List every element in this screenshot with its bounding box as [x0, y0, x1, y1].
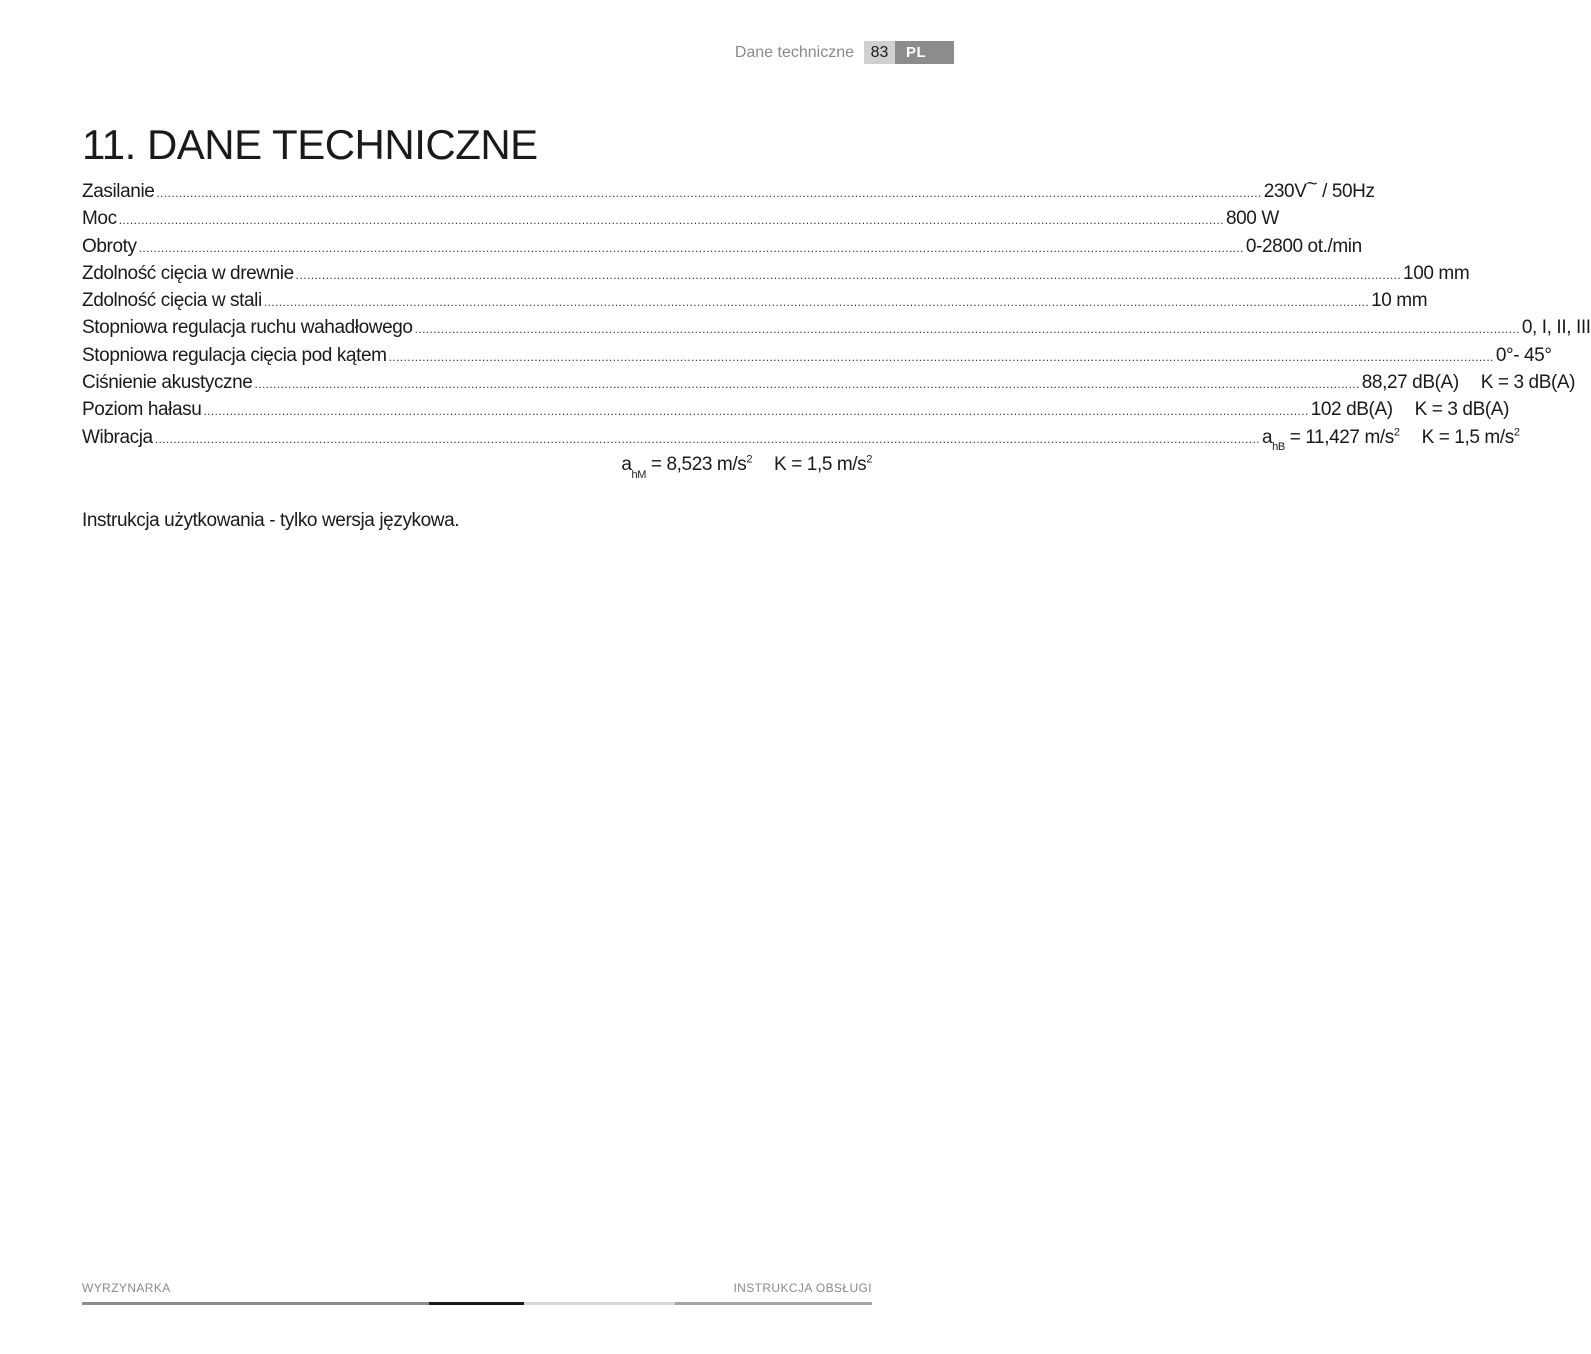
vibration-symbol: a: [1261, 426, 1273, 448]
footer-product-name: WYRZYNARKA: [82, 1281, 171, 1295]
leader-dots: ........................................................................................................................................................................................................................................................................................................: [254, 377, 1360, 392]
spec-row-steel-capacity: [82, 287, 1428, 314]
leader-dots: ........................................................................................................................................................................................................................................................................................................: [138, 240, 1244, 255]
leader-dots: ........................................................................................................................................................................................................................................................................................................: [154, 431, 1260, 446]
spec-row-speed: [82, 233, 1362, 260]
spec-value: 0-2800 ot./min: [1245, 235, 1362, 257]
spec-label: Poziom hałasu: [82, 399, 202, 421]
leader-dots: ........................................................................................................................................................................................................................................................................................................: [295, 267, 1402, 282]
spec-value: [621, 451, 753, 481]
spec-value: 0°- 45°: [1495, 344, 1552, 366]
spec-row-vibration-continued: [82, 451, 872, 481]
unit-superscript: 2: [866, 453, 872, 466]
spec-row-sound-pressure: [82, 369, 1576, 396]
unit-superscript: 2: [746, 453, 753, 466]
ac-tilde: ~: [1306, 174, 1318, 195]
unit-superscript: 2: [1513, 426, 1520, 439]
footer-rule-segment: [82, 1302, 429, 1305]
spec-label: Obroty: [82, 235, 137, 257]
uncertainty-value: [1422, 424, 1520, 451]
spec-label: Moc: [82, 208, 117, 230]
spec-value: 88,27 dB(A): [1361, 372, 1459, 394]
spec-value: [1263, 174, 1375, 205]
page-number: 83: [864, 41, 895, 64]
voltage-value: 230V: [1263, 181, 1307, 202]
spec-label: Ciśnienie akustyczne: [82, 372, 253, 394]
spec-value: 100 mm: [1403, 262, 1470, 284]
spec-row-bevel: [82, 342, 1552, 369]
language-badge: PL: [895, 41, 954, 64]
leader-dots: ........................................................................................................................................................................................................................................................................................................: [414, 322, 1520, 337]
uncertainty-text: K = 1,5 m/s: [1421, 426, 1514, 448]
leader-dots: ........................................................................................................................................................................................................................................................................................................: [118, 213, 1224, 228]
uncertainty-text: K = 1,5 m/s: [774, 453, 867, 475]
spec-row-noise-level: [82, 396, 1509, 423]
vibration-subscript: hB: [1272, 441, 1285, 454]
spec-label: Stopniowa regulacja ruchu wahadłowego: [82, 317, 413, 339]
footer-rule: [82, 1302, 872, 1305]
spec-table: [82, 174, 1591, 481]
spec-value: 800 W: [1225, 208, 1279, 230]
uncertainty-value: K = 3 dB(A): [1480, 372, 1576, 394]
spec-row-pendulum: [82, 314, 1591, 341]
frequency-value: / 50Hz: [1317, 181, 1375, 202]
spec-row-vibration: [82, 424, 1520, 454]
footer-rule-segment: [429, 1302, 524, 1305]
spec-row-power-supply: [82, 174, 1375, 205]
spec-label: Zasilanie: [82, 181, 155, 202]
header-section-title: Dane techniczne: [734, 44, 854, 61]
vibration-value: = 11,427 m/s: [1284, 426, 1394, 448]
spec-row-wood-capacity: [82, 260, 1470, 287]
uncertainty-value: [774, 451, 872, 478]
spec-label: Zdolność cięcia w drewnie: [82, 262, 294, 284]
leader-dots: ........................................................................................................................................................................................................................................................................................................: [156, 186, 1262, 200]
footer-document-name: INSTRUKCJA OBSŁUGI: [733, 1281, 872, 1295]
uncertainty-value: K = 3 dB(A): [1414, 399, 1509, 421]
leader-dots: ........................................................................................................................................................................................................................................................................................................: [203, 404, 1309, 419]
leader-dots: ........................................................................................................................................................................................................................................................................................................: [263, 295, 1370, 310]
spec-label: Zdolność cięcia w stali: [82, 290, 262, 312]
vibration-subscript: hM: [631, 468, 647, 481]
page-title: 11. DANE TECHNICZNE: [82, 121, 538, 168]
spec-value: 0, I, II, III: [1521, 317, 1591, 339]
leader-dots: ........................................................................................................................................................................................................................................................................................................: [388, 349, 1494, 364]
vibration-value: = 8,523 m/s: [646, 453, 747, 475]
footer-rule-segment: [675, 1302, 872, 1305]
spec-label: Stopniowa regulacja cięcia pod kątem: [82, 344, 387, 366]
vibration-symbol: a: [621, 453, 632, 475]
spec-value: 10 mm: [1371, 290, 1428, 312]
spec-label: Wibracja: [82, 426, 153, 448]
spec-value: 102 dB(A): [1310, 399, 1393, 421]
spec-value: [1261, 424, 1400, 454]
language-note: Instrukcja użytkowania - tylko wersja językowa.: [82, 510, 460, 531]
unit-superscript: 2: [1393, 426, 1400, 439]
footer-rule-segment: [524, 1302, 675, 1305]
spec-row-power: [82, 205, 1279, 232]
